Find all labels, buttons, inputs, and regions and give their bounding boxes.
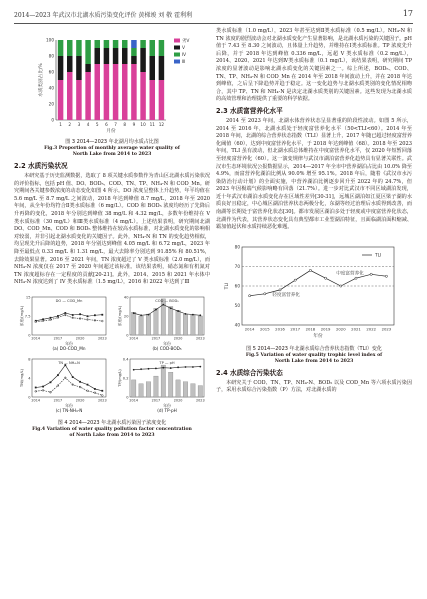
bar [146,382,150,397]
point [355,277,357,279]
bar-segment [104,48,110,64]
point [279,289,281,291]
bar [131,380,135,397]
panel-label: (b) COD-BOD₅ [152,345,182,351]
fig4-caption-en: of North Lake from 2014 to 2023 [69,432,155,438]
fig5-caption-cn: 图 5 2014—2023 年北湖水质综合营养状态指数（TLI）变化 [246,345,382,352]
legend-label: Ⅲ [182,60,186,65]
x-axis-title: 年份 [65,402,73,408]
bar-segment [122,40,128,48]
x-tick-label: 6 [105,122,108,127]
x-tick-label: 2017 [290,326,301,332]
bar-segment [58,40,64,56]
y-tick-label: 0 [51,117,54,123]
fig5-caption-en: North Lake from 2014 to 2023 [274,358,354,364]
legend-label: DO — COD_Mn [55,298,83,303]
bar-segment [113,64,119,120]
zone-label: 中度富营养化 [336,271,364,277]
header-rule [14,23,413,24]
section-heading-2-4: 2.4 水质综合污染状态 [216,368,283,377]
legend-swatch [174,53,180,57]
bar [154,308,158,335]
fig5-tli-line-chart [216,235,412,341]
bar-segment [104,40,110,48]
x-tick-label: 2020 [173,336,183,341]
series-line [36,313,103,321]
y-tick-label: 0 [126,333,129,338]
fig3-caption-en: North Lake from 2014 to 2023 [72,152,152,157]
x-tick-label: 2023 [97,336,107,341]
bar-segment [85,72,91,120]
legend-label: COD — BOD₅ [155,298,179,303]
fig3-caption-en: Fig.3 Proportion of monthly average water quality of [44,146,180,151]
x-tick-label: 2019 [320,326,331,332]
bar [183,382,187,397]
y-axis-title: 浓度/(mg/L) [20,305,24,327]
x-tick-label: 2017 [151,398,161,403]
x-tick-label: 2020 [335,326,346,332]
y-tick-label: 0 [28,333,31,338]
bar-segment [159,80,165,120]
x-tick-label: 2023 [97,398,107,403]
point [249,294,251,296]
panel-label: (d) TP-pH [157,407,177,413]
x-tick-label: 10 [140,122,146,127]
bar-segment [67,40,73,56]
x-tick-label: 7 [114,122,117,127]
y-axis-title: TLI [225,282,230,290]
y-tick-label: 15 [25,295,31,300]
bar [191,315,195,335]
x-tick-label: 2014 [129,336,139,341]
x-axis-title: 月份 [106,129,116,134]
left-column [14,28,210,443]
bar-segment [113,40,119,48]
body-paragraph: 本研究关于 COD、TN、TP、NH₄-N、BOD₅ 以及 COD_Mn 等六项水质污染因子，采用水质综合污染指数（P）方法，对北湖水质的 [216,379,412,394]
point [294,279,296,281]
bar-segment [131,64,137,120]
x-tick-label: 2017 [53,336,63,341]
legend-label: 劣V [182,39,190,44]
legend-swatch [174,60,180,64]
fig3-stacked-bar-chart [14,28,210,134]
x-tick-label: 11 [149,122,155,127]
series-line [36,378,103,396]
bar [139,384,143,397]
x-tick-label: 2014 [31,336,41,341]
x-tick-label: 1 [59,122,62,127]
y-tick-label: 70 [234,263,240,269]
series-line [134,367,201,370]
y-axis-title: 水质类别占比/% [39,63,44,97]
bar [131,312,135,335]
bar [198,316,202,335]
x-tick-label: 2017 [53,398,63,403]
x-tick-label: 2020 [75,336,85,341]
bar [183,314,187,335]
y-axis-title: TP/(mg/L) [118,369,122,387]
bar-segment [150,40,156,56]
bar-segment [76,40,82,56]
body-paragraph: 类水质标准（1.0 mg/L），2023 年甚至达到Ⅱ类水质标准（0.5 mg/L）。NH₄-N 和 TN 浓度的剧烈波动会对北湖水质变化产生显著影响，是北湖水质污染的关键因子。pH 值于 7.43 至 8.30 之间波动，且体量上升趋势，并维持在Ⅰ类水质标准。TP 浓度先升后降，并于 2018 年达到峰值 0.336 mg/L，远超 V 类水质标准（0.2 mg/L），2014、2020、2021 年达到Ⅳ类水质标准（0.1 mg/L），该结果表明，研究期间 TP 浓度的显著波动是影响北湖水质变化的关键因素之一。综上所述，BOD₅、COD、TN、TP、NH₄-N 和 COD_Mn 在 2014 年至 2018 年间波动上升，并在 2018 年达到峰值，之后呈下降趋势并趋于稳定。这一变化趋势与北湖水质类别的变化情况相吻合，其中 TP、TN 和 NH₄-N 是决定北湖水质类别的关键因素。这些发现为北湖水质的高效管理和治理提供了重要的科学依据。 [216,28,412,103]
bar [161,365,165,397]
x-tick-label: 2015 [259,326,270,332]
series-line [250,270,387,295]
bar [168,372,172,397]
x-tick-label: 2023 [381,326,392,332]
bar [191,384,195,397]
y-tick-label: 7.5 [24,314,31,319]
y-tick-label: 0.4 [122,357,129,362]
fig3-caption-cn: 图 3 2014—2023 年北湖月均水质占比图 [65,139,159,145]
right-column [216,28,412,395]
series-line [134,305,201,316]
y-tick-label: 4 [28,376,31,381]
bar-segment [95,48,101,64]
point [385,275,387,277]
y-tick-label: 40 [48,85,54,91]
x-tick-label: 2023 [195,398,205,403]
bar-segment [122,48,128,64]
x-tick-label: 2022 [366,326,377,332]
y-tick-label: 50 [234,302,240,308]
fig4-caption-cn: 图 4 2014—2023 年北湖水质污染因子浓度变化 [57,419,167,426]
legend-label: TLI [375,253,382,259]
legend-label: Ⅳ [182,53,187,58]
y-tick-label: 60 [48,69,54,75]
y-tick-label: 8 [28,357,31,362]
bar-segment [150,80,156,120]
panel-label: (a) DO-COD_Mn [52,345,86,351]
y-axis-title: 浓度/(mg/L) [118,305,122,327]
x-tick-label: 9 [132,122,136,127]
bar [176,310,180,335]
bar-segment [67,56,73,72]
bar-segment [159,40,165,56]
bar-segment [150,56,156,80]
y-tick-label: 20 [123,314,129,319]
body-paragraph: 本研究基于历史监测数据，选取了 8 项关键水质参数作为青山区北湖水质污染状况的评价指标，包括 pH 值、DO、BOD₅、COD、TN、TP、NH₄-N 和 COD_Mn。研究期间各关键参数浓度的动态变化如图 4 所示。DO 浓度呈整体上升趋势，年平均值在 5.6 mg/L 至 8.7 mg/L 之间波动，2018 年达到峰值 8.7 mg/L，2018 年至 2020 年间，从全年份均符合Ⅱ类水质标准（6 mg/L）。COD 和 BOD₅ 浓度均经历了先降后升再降的变化，2018 年分别达到峰值 38 mg/L 和 4.32 mg/L，多数年份维持在 V 类水质标准（30 mg/L）和Ⅲ类水质标准（4 mg/L）。上述结果表明，研究期间北湖 DO、COD_Mn、COD 和 BOD₅ 整体维持在较高水质标准，对北湖水质变化的影响相对较弱，并非引起北湖水质变化的关键因子。此外，NH₄-N 和 TN 的变化趋势相似，均呈现先升后降的趋势，2018 年分别达到峰值 4.05 mg/L 和 6.72 mg/L，2023 年降至最低点 0.33 mg/L 和 1.31 mg/L，最大去除率分别达到 91.85% 和 80.51%，去除效果显著。2016 至 2021 年间，TN 浓度超过了 V 类水质标准（2.0 mg/L），而 NH₄-N 浓度仅在 2017 至 2020 年间超过该标准。该结果表明，硝态氮和有机氮对 TN 浓度超标存在一定程度的贡献[20-21]。此外，2014、2015 和 2021 年水体中 NH₄-N 浓度达到了 IV 类水质标准（1.5 mg/L），2016 和 2022 年达到了Ⅲ [14,173,210,286]
bar-segment [76,80,82,120]
bar [154,376,158,397]
x-tick-label: 2 [68,122,72,127]
legend-label: V [182,46,186,51]
body-paragraph: 2014 至 2023 年间，北湖水体营养状态呈显著重的阶段性波动。如图 5 所示，2014 至 2016 年，北湖水质处于轻度富营养化水平（50<TLI<60）。2014 年至 2018 年间，北湖的综合营养状态指数（TLI）显著上升，2017 年随已超过轻度富营养化阈值（60），达到中度富营养化水平，于 2018 年达到峰值（68）。2018 年至 2023 年间，TLI 虽有波动，但北湖水质总体维持在中度富营养化水平，仅 2020 年短暂回落至轻度富营养化（60）。这一演变规律与武汉市湖泊富营养化趋势具有显著关联性。武汉市生态环境状况公报数据显示，2014—2017 年全市中营养湖泊占比由 10.0% 降至 4.9%，而富营养化湖泊比例从 90.0% 增至 95.1%。2018 年后，随着《武汉市水污染防治行动计划》的全面实施，中营养湖泊比例逐步回升至 2022 年的 24.7%，但 2023 年因极端气候影响略有回落（21.7%）。进一步对比武汉市不同区域湖泊发现，近十年武汉市湖泊水质变化存在区域性差异[30-31]，远城区湖泊如江夏区梁子湖的水质良好且稳定，中心城区湖泊营养状态两极分化，东湖等经过治理后水质得到改善，而南湖等长期处于富营养化状态[30]。都市发展区湖泊多处于轻度或中度富营养化状态，北湖作为代表，其营养状态变化具有典型都市工业型湖泊特征，且面临湖泊面积缩减、霸加值起伏和水质持续恶化难题。 [216,117,412,231]
y-tick-label: 40 [234,322,240,328]
bar [139,316,143,335]
x-tick-label: 2016 [275,326,285,332]
series-line [36,365,103,391]
x-axis-title: 年份 [65,340,73,346]
bar-segment [131,56,137,64]
page-number: 17 [402,9,413,18]
x-tick-label: 2020 [75,398,85,403]
bar-segment [140,48,146,72]
y-tick-label: 0.2 [122,376,129,381]
legend-label: TP — pH [159,360,175,365]
panel-label: (c) TN-NH₄-N [55,407,83,413]
x-tick-label: 5 [95,122,99,127]
point [325,277,327,279]
x-tick-label: 2023 [195,336,205,341]
x-axis-title: 年份 [163,340,171,346]
running-header [14,10,413,22]
x-tick-label: 12 [158,122,165,127]
fig5-caption-en: Fig.5 Variation of water quality trophic level index of [245,352,383,358]
section-heading-2-2: 2.2 水质污染状况 [14,162,68,170]
x-tick-label: 2014 [244,326,255,332]
x-tick-label: 3 [77,122,81,127]
y-tick-label: 0 [126,395,129,400]
y-axis-title: TN/(mg/L) [20,368,24,387]
bar [198,386,202,397]
bar [146,314,150,335]
point [264,293,266,295]
y-tick-label: 60 [234,283,240,289]
bar-segment [131,40,137,48]
bar-segment [95,40,101,48]
fig4-caption [14,420,210,439]
section-heading-2-3: 2.3 水质富营养化水平 [216,106,283,115]
fig5-caption [216,346,412,365]
x-tick-label: 2017 [151,336,161,341]
bar-segment [95,64,101,120]
x-tick-label: 2014 [129,398,139,403]
bar-segment [58,56,64,80]
bar-segment [76,56,82,80]
point [370,273,372,275]
bar-segment [131,48,137,56]
bar-segment [159,56,165,80]
bar [168,306,172,335]
fig4-caption-en: Fig.4 Variation of water quality pollution factor concentration [32,426,192,432]
bar-segment [58,80,64,120]
bar [176,380,180,397]
x-tick-label: 4 [86,122,90,127]
header-title: 2014—2023 年武汉市北湖水质污染变化评价 黄梯竣 刘 敬 霍利利 [14,12,193,19]
bar-segment [85,40,91,64]
y-tick-label: 20 [48,101,54,107]
legend-label: TN — NH₄-N [58,360,80,365]
bar-segment [140,72,146,120]
x-tick-label: 2014 [31,398,41,403]
fig4-panel-charts [14,291,210,415]
fig3-caption [14,139,210,158]
bar-segment [122,64,128,120]
y-tick-label: 80 [48,53,54,59]
x-tick-label: 2020 [173,398,183,403]
legend-swatch [174,46,180,50]
point [309,269,311,271]
bar-segment [104,64,110,120]
y-tick-label: 0 [28,395,31,400]
zone-label: 轻度富营养化 [272,292,300,298]
x-axis-title: 年份 [163,402,171,408]
y-tick-label: 100 [46,37,54,43]
bar-segment [85,64,91,72]
x-tick-label: 2021 [351,326,361,332]
bar-segment [113,48,119,64]
x-axis-title: 年份 [313,333,323,339]
y-tick-label: 80 [234,244,240,250]
bar-segment [67,72,73,120]
x-tick-label: 2018 [305,326,316,332]
series-line [36,315,103,322]
bar-segment [140,40,146,48]
legend-swatch [174,39,180,43]
point [340,285,342,287]
x-tick-label: 8 [123,122,127,127]
y-tick-label: 40 [123,295,129,300]
